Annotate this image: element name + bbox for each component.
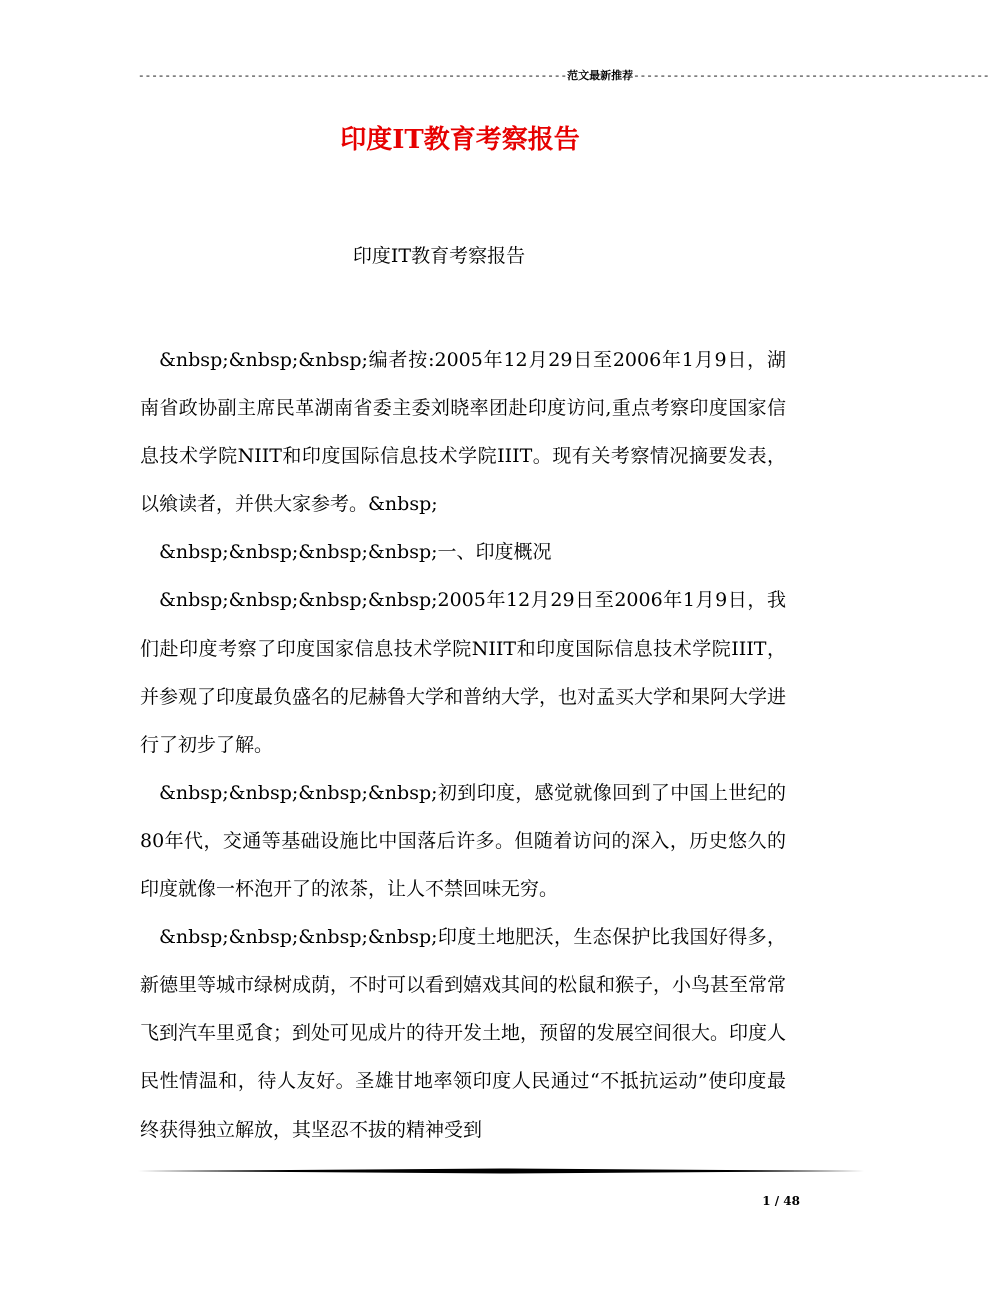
page-number: 1 / 48 [762, 1194, 800, 1208]
paragraph-section-heading: &nbsp;&nbsp;&nbsp;&nbsp;一、印度概况 [159, 541, 552, 564]
footer-divider [138, 1168, 864, 1174]
document-body [140, 336, 786, 1154]
paragraph-visit-overview: &nbsp;&nbsp;&nbsp;&nbsp;2005年12月29日至2006年1月9日，我们赴印度考察了印度国家信息技术学院NIIT和印度国际信息技术学院IIIT，并参观了印度最负盛名的尼赫鲁大学和普纳大学，也对孟买大学和果阿大学进行了初步了解。 [140, 589, 787, 756]
paragraph-first-impression: &nbsp;&nbsp;&nbsp;&nbsp;初到印度，感觉就像回到了中国上世纪的80年代，交通等基础设施比中国落后许多。但随着访问的深入，历史悠久的印度就像一杯泡开了的浓茶，让人不禁回味无穷。 [140, 781, 786, 901]
document-title: 印度IT教育考察报告 [340, 125, 580, 155]
header-dashes-right: ------------------------------------------------------ [633, 71, 990, 83]
header-dashes-left: ----------------------------------------------------------------- [138, 71, 568, 83]
paragraph-editor-note: &nbsp;&nbsp;&nbsp;编者按:2005年12月29日至2006年1月9日，湖南省政协副主席民革湖南省委主委刘晓率团赴印度访问,重点考察印度国家信息技术学院NIIT和印度国际信息技术学院IIIT。现有关考察情况摘要发表，以飨读者，并供大家参考。&nbsp; [140, 349, 786, 516]
paragraph-land-and-people: &nbsp;&nbsp;&nbsp;&nbsp;印度土地肥沃，生态保护比我国好得多，新德里等城市绿树成荫，不时可以看到嬉戏其间的松鼠和猴子，小鸟甚至常常飞到汽车里觅食；到处可见成片的待开发土地，预留的发展空间很大。印度人民性情温和，待人友好。圣雄甘地率领印度人民通过“不抵抗运动”使印度最终获得独立解放，其坚忍不拔的精神受到 [140, 926, 787, 1141]
document-subtitle: 印度IT教育考察报告 [352, 245, 526, 267]
page-header [138, 66, 990, 86]
header-label: 范文最新推荐 [567, 69, 634, 82]
